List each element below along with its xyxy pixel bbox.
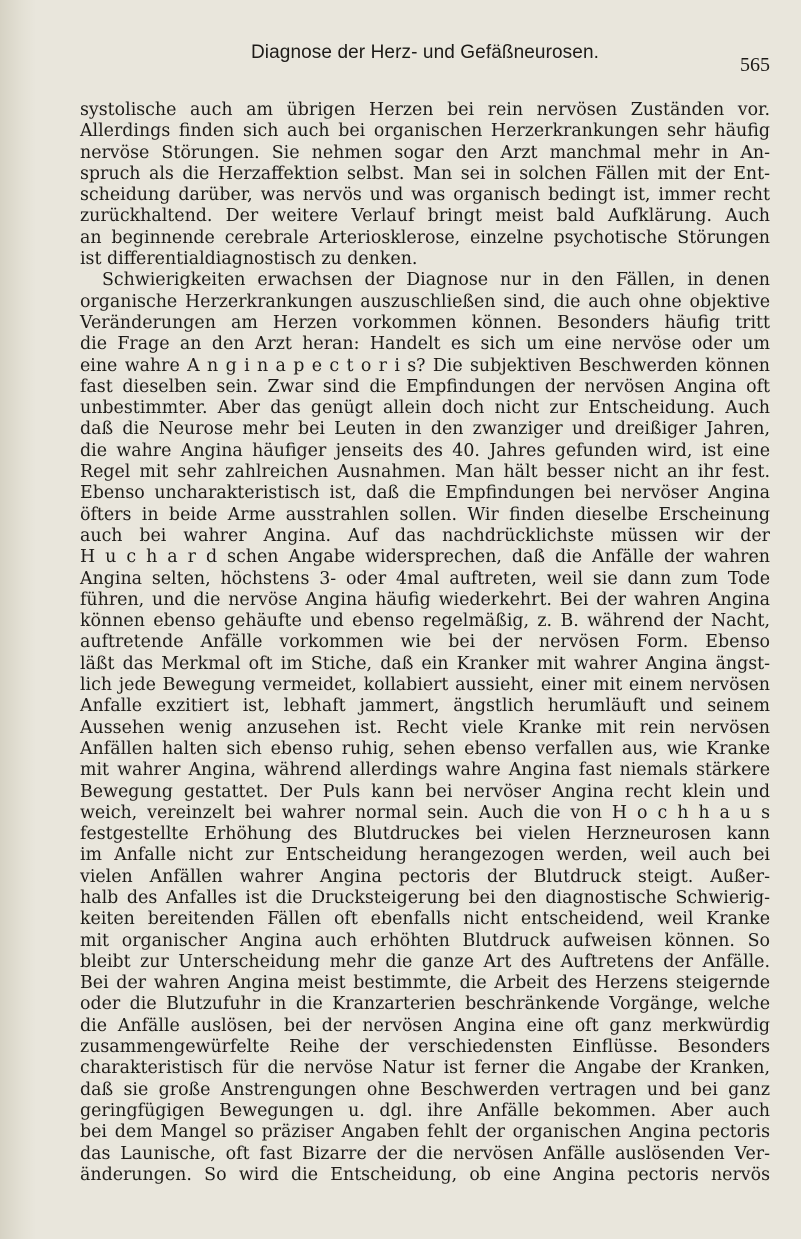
text-line: das Launische, oft fast Bizarre der die nervösen Anfälle auslösenden Ver-: [80, 1143, 770, 1164]
text-line: bei dem Mangel so präziser Angaben fehlt der organischen Angina pectoris: [80, 1122, 770, 1143]
text-line: keiten bereitenden Fällen oft ebenfalls nicht entscheidend, weil Kranke: [80, 909, 770, 930]
text-line: die Frage an den Arzt heran: Handelt es sich um eine nervöse oder um: [80, 334, 770, 355]
text-line: änderungen. So wird die Entscheidung, ob eine Angina pectoris nervös: [80, 1164, 770, 1185]
text-line: Aussehen wenig anzusehen ist. Recht viele Kranke mit rein nervösen: [80, 717, 770, 738]
text-line: an beginnende cerebrale Arteriosklerose, einzelne psychotische Störungen: [80, 227, 770, 248]
text-line: Bei der wahren Angina meist bestimmte, die Arbeit des Herzens steigernde: [80, 973, 770, 994]
text-line: mit wahrer Angina, während allerdings wahre Angina fast niemals stärkere: [80, 760, 770, 781]
text-line: charakteristisch für die nervöse Natur ist ferner die Angabe der Kranken,: [80, 1058, 770, 1079]
text-line: mit organischer Angina auch erhöhten Blutdruck aufweisen können. So: [80, 930, 770, 951]
text-line: organische Herzerkrankungen auszuschließen sind, die auch ohne objektive: [80, 291, 770, 312]
text-line: lich jede Bewegung vermeidet, kollabiert aussieht, einer mit einem nervösen: [80, 675, 770, 696]
text-line: Schwierigkeiten erwachsen der Diagnose nur in den Fällen, in denen: [102, 270, 770, 291]
text-line: Regel mit sehr zahlreichen Ausnahmen. Man hält besser nicht an ihr fest.: [80, 462, 770, 483]
text-line: Angina selten, höchstens 3- oder 4mal auftreten, weil sie dann zum Tode: [80, 568, 770, 589]
text-line: zurückhaltend. Der weitere Verlauf bringt meist bald Aufklärung. Auch: [80, 206, 770, 227]
text-line: spruch als die Herzaffektion selbst. Man sei in solchen Fällen mit der Ent-: [80, 163, 770, 184]
body-text: [80, 100, 770, 1186]
text-line: H u c h a r d schen Angabe widersprechen, daß die Anfälle der wahren: [80, 547, 770, 568]
text-line: zusammengewürfelte Reihe der verschiedensten Einflüsse. Besonders: [80, 1037, 770, 1058]
text-line: bleibt zur Unterscheidung mehr die ganze Art des Auftretens der Anfälle.: [80, 951, 770, 972]
text-line: ist differentialdiagnostisch zu denken.: [80, 249, 418, 270]
text-line: führen, und die nervöse Angina häufig wiederkehrt. Bei der wahren Angina: [80, 589, 770, 610]
page-number: 565: [740, 54, 770, 76]
text-line: festgestellte Erhöhung des Blutdruckes bei vielen Herzneurosen kann: [80, 824, 770, 845]
running-title: Diagnose der Herz- und Gefäßneurosen.: [250, 42, 599, 63]
text-line: scheidung darüber, was nervös und was organisch bedingt ist, immer recht: [80, 185, 770, 206]
text-line: öfters in beide Arme ausstrahlen sollen. Wir finden dieselbe Erscheinung: [80, 504, 770, 525]
text-line: nervöse Störungen. Sie nehmen sogar den Arzt manchmal mehr in An-: [80, 142, 770, 163]
text-line: oder die Blutzufuhr in die Kranzarterien beschränkende Vorgänge, welche: [80, 994, 770, 1015]
text-line: können ebenso gehäufte und ebenso regelmäßig, z. B. während der Nacht,: [80, 611, 770, 632]
text-line: Bewegung gestattet. Der Puls kann bei nervöser Angina recht klein und: [80, 781, 770, 802]
text-line: geringfügigen Bewegungen u. dgl. ihre Anfälle bekommen. Aber auch: [80, 1100, 770, 1121]
text-line: systolische auch am übrigen Herzen bei rein nervösen Zuständen vor.: [80, 100, 770, 120]
text-line: auftretende Anfälle vorkommen wie bei der nervösen Form. Ebenso: [80, 632, 770, 653]
text-line: Ebenso uncharakteristisch ist, daß die Empfindungen bei nervöser Angina: [80, 483, 770, 504]
text-line: läßt das Merkmal oft im Stiche, daß ein Kranker mit wahrer Angina ängst-: [80, 653, 770, 674]
text-line: die Anfälle auslösen, bei der nervösen Angina eine oft ganz merkwürdig: [80, 1015, 770, 1036]
text-line: daß sie große Anstrengungen ohne Beschwerden vertragen und bei ganz: [80, 1079, 770, 1100]
text-line: Allerdings finden sich auch bei organischen Herzerkrankungen sehr häufig: [80, 121, 770, 142]
page-binding-shadow: [0, 0, 36, 1239]
text-line: halb des Anfalles ist die Drucksteigerung bei den diagnostische Schwierig-: [80, 887, 770, 908]
text-line: Anfalle exzitiert ist, lebhaft jammert, ängstlich herumläuft und seinem: [80, 696, 770, 717]
text-line: auch bei wahrer Angina. Auf das nachdrücklichste müssen wir der: [80, 525, 770, 546]
text-line: die wahre Angina häufiger jenseits des 40. Jahres gefunden wird, ist eine: [80, 440, 770, 461]
text-line: Anfällen halten sich ebenso ruhig, sehen ebenso verfallen aus, wie Kranke: [80, 738, 770, 759]
text-line: fast dieselben sein. Zwar sind die Empfindungen der nervösen Angina oft: [80, 376, 770, 397]
book-page: [80, 18, 770, 1185]
text-line: unbestimmter. Aber das genügt allein doch nicht zur Entscheidung. Auch: [80, 398, 770, 419]
text-line: daß die Neurose mehr bei Leuten in den zwanziger und dreißiger Jahren,: [80, 419, 770, 440]
text-line: im Anfalle nicht zur Entscheidung herangezogen werden, weil auch bei: [80, 845, 770, 866]
text-line: Veränderungen am Herzen vorkommen können. Besonders häufig tritt: [80, 312, 770, 333]
text-line: weich, vereinzelt bei wahrer normal sein. Auch die von H o c h h a u s: [80, 802, 770, 823]
text-line: vielen Anfällen wahrer Angina pectoris der Blutdruck steigt. Außer-: [80, 866, 770, 887]
page-header: [80, 18, 770, 76]
text-line: eine wahre A n g i n a p e c t o r i s? Die subjektiven Beschwerden können: [80, 355, 770, 376]
